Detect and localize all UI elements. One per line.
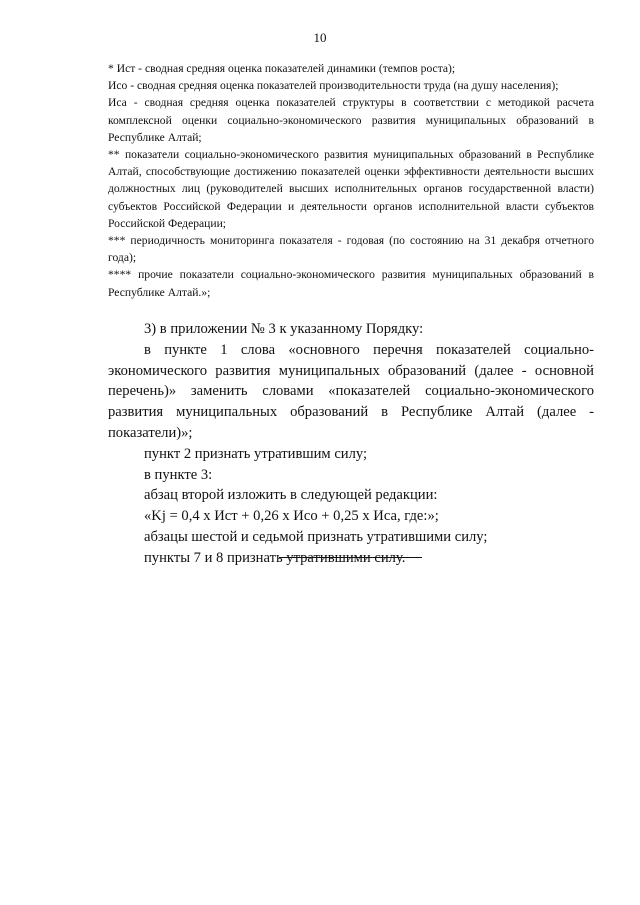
paragraph-points-7-8: пункты 7 и 8 признать утратившими силу. xyxy=(144,549,406,566)
footnote-double-star: ** показатели социально-экономического развития муниципальных образований в Республике Алтай, способствующие достижению показателей оценки эффективности деятельности высших должностных лиц (руководителей высших исполнительных органов государственной власти) субъектов Российской Федерации и деятельности органов исполнительной власти субъектов Российской Федерации; xyxy=(108,148,594,230)
paragraph-second-abzac: абзац второй изложить в следующей редакции: xyxy=(144,487,438,504)
footnote-ist: * Ист - сводная средняя оценка показателей динамики (темпов роста); xyxy=(108,62,456,75)
paragraph-point-1: в пункте 1 слова «основного перечня показателей социально-экономического развития муниципальных образований (далее - основной перечень)» заменить словами «показателей социально-экономического развития муниципальных образований в Республике Алтай (далее - показатели)»; xyxy=(108,341,594,441)
formula-line: «Kj = 0,4 х Ист + 0,26 х Исо + 0,25 х Иса, где:»; xyxy=(144,508,439,525)
end-separator-line xyxy=(279,557,422,558)
footnote-iso: Исо - сводная средняя оценка показателей производительности труда (на душу населения); xyxy=(108,79,559,93)
footnote-triple-star: *** периодичность мониторинга показателя - годовая (по состоянию на 31 декабря отчетного года); xyxy=(108,234,594,265)
paragraph-abzacs-6-7: абзацы шестой и седьмой признать утратившими силу; xyxy=(144,528,488,545)
paragraph-point-2: пункт 2 признать утратившим силу; xyxy=(144,445,368,462)
paragraph-point-3: в пункте 3: xyxy=(144,466,213,483)
footnote-isa: Иса - сводная средняя оценка показателей структуры в соответствии с методикой расчета комплексной оценки социально-экономического развития муниципальных образований в Республике Алтай; xyxy=(108,96,594,144)
footnote-quad-star: **** прочие показатели социально-экономического развития муниципальных образований в Республике Алтай.»; xyxy=(108,268,594,299)
page-number: 10 xyxy=(313,30,327,45)
main-text xyxy=(108,319,594,569)
paragraph-item-3: 3) в приложении № 3 к указанному Порядку: xyxy=(144,321,424,337)
footnotes xyxy=(108,60,594,301)
